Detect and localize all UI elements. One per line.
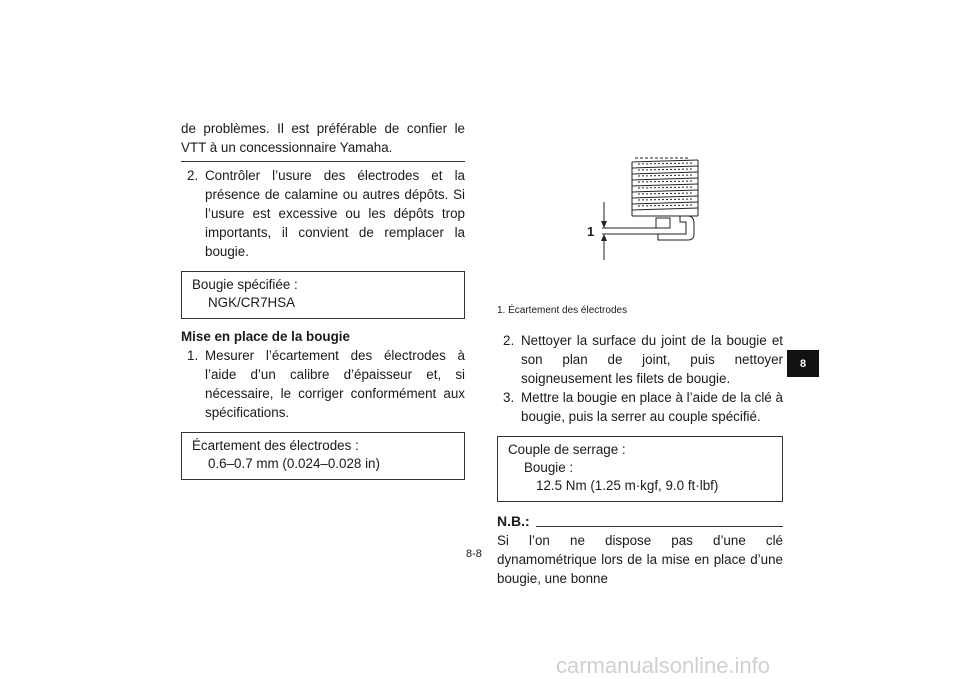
spark-plug-illustration [560,150,720,262]
page-number: 8-8 [466,548,482,560]
right-column [497,331,783,588]
spec-box-value: NGK/CR7HSA [208,295,296,310]
torque-box-label: Couple de serrage : [508,442,626,457]
torque-box-sub: Bougie : [524,460,574,475]
right-step-3-item [497,388,783,426]
electrode-gap-box [181,432,465,480]
intro-paragraph: de problèmes. Il est préférable de confier le VTT à un concessionnaire Yamaha. [181,121,465,155]
right-step-2-item [497,331,783,388]
left-column [181,119,465,480]
figure-caption: 1. Écartement des électrodes [497,305,628,316]
section-heading: Mise en place de la bougie [181,329,350,344]
note-header [497,512,783,531]
gap-box-label: Écartement des électrodes : [192,438,359,453]
note-label: N.B.: [497,513,530,529]
step-2-number: 2. [187,168,199,183]
torque-box-value: 12.5 Nm (1.25 m·kgf, 9.0 ft·lbf) [536,478,719,493]
right-step-2-number: 2. [503,333,515,348]
gap-box-value: 0.6–0.7 mm (0.024–0.028 in) [208,456,380,471]
section-rule [181,161,465,162]
step-2-text: Contrôler l’usure des électrodes et la présence de calamine ou autres dépôts. Si l’usure est excessive ou les dépôts trop importants, il convient de remplacer la bougie. [205,168,465,259]
spark-plug-spec-box [181,271,465,319]
note-rule [536,526,783,527]
note-text: Si l’on ne dispose pas d’une clé dynamométrique lors de la mise en place d’une bougie, une bonne [497,533,783,586]
torque-spec-box [497,436,783,502]
spec-box-label: Bougie spécifiée : [192,277,298,292]
watermark: carmanualsonline.info [556,653,771,678]
right-step-3-text: Mettre la bougie en place à l’aide de la clé à bougie, puis la serrer au couple spécifié. [521,390,783,424]
spark-plug-figure [560,150,720,262]
figure-callout-1: 1 [587,224,595,239]
step-1-number: 1. [187,348,199,363]
right-step-2-text: Nettoyer la surface du joint de la bougie et son plan de joint, puis nettoyer soigneusement les filets de bougie. [521,333,783,386]
right-step-3-number: 3. [503,390,515,405]
chapter-tab: 8 [787,350,819,377]
step-1-item [181,346,465,422]
step-2-item [181,166,465,261]
step-1-text: Mesurer l’écartement des électrodes à l’aide d’un calibre d’épaisseur et, si nécessaire, le corriger conformément aux spécifications. [205,348,465,420]
